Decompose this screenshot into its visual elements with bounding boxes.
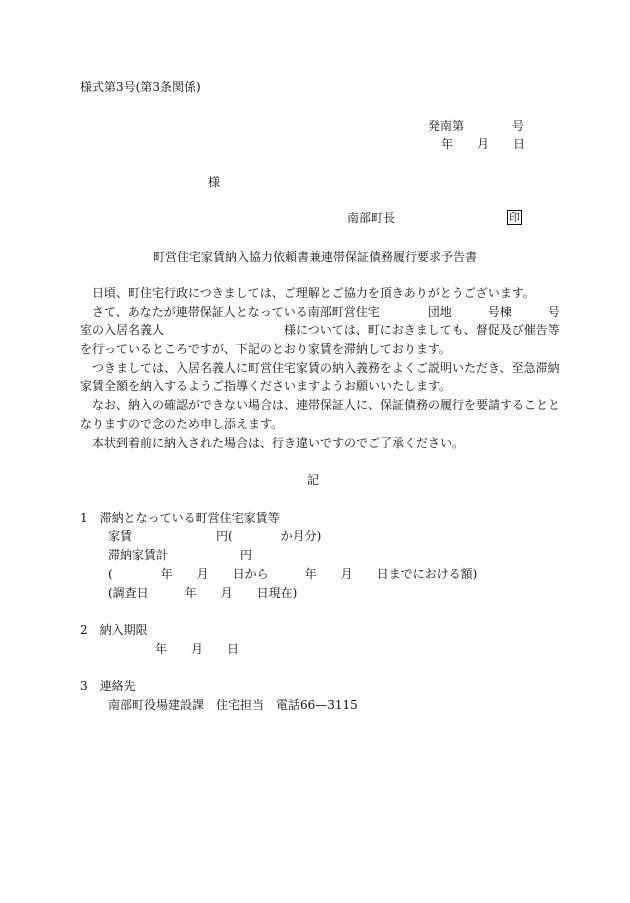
seal-glyph: 印 xyxy=(509,211,520,224)
addressee-suffix: 様 xyxy=(208,175,221,189)
section-1-heading: 1 滞納となっている町営住宅家賃等 xyxy=(80,511,280,525)
rent-line: 家賃 円( か月分) xyxy=(108,529,322,543)
section-3-heading: 3 連絡先 xyxy=(80,679,136,693)
body-line-4: を行っているところですが、下記のとおり家賃を滞納しております。 xyxy=(80,342,451,356)
issue-date: 年 月 日 xyxy=(441,137,526,151)
section-2-heading: 2 納入期限 xyxy=(80,623,148,637)
body-line-6: 家賃全額を納入するようご指導くださいますようお願いいたします。 xyxy=(80,379,452,393)
survey-date-line: (調査日 年 月 日現在) xyxy=(108,586,298,600)
sender-name: 南部町長 xyxy=(347,211,396,225)
document-number: 発南第 号 xyxy=(428,119,525,133)
body-line-3: 室の入居名義人 様については、町におきましても、督促及び催告等 xyxy=(80,323,560,337)
body-line-5: つきましては、入居名義人に町営住宅家賃の納入義務をよくご説明いただき、至急滞納 xyxy=(92,361,560,375)
contact-info: 南部町役場建設課 住宅担当 電話66—3115 xyxy=(108,698,358,712)
arrears-period-line: ( 年 月 日から 年 月 日までにおける額) xyxy=(108,567,478,581)
ki-heading: 記 xyxy=(307,473,320,487)
body-line-1: 日頃、町住宅行政につきましては、ご理解とご協力を頂きありがとうございます。 xyxy=(92,286,535,300)
body-line-7: なお、納入の確認ができない場合は、連帯保証人に、保証債務の履行を要請することと xyxy=(92,398,561,412)
document-title: 町営住宅家賃納入協力依頼書兼連帯保証債務履行要求予告書 xyxy=(153,250,478,264)
seal-mark xyxy=(507,210,522,225)
body-line-9: 本状到着前に納入された場合は、行き違いですのでご了承ください。 xyxy=(92,436,465,450)
form-number: 様式第3号(第3条関係) xyxy=(80,80,201,94)
total-arrears-line: 滞納家賃計 円 xyxy=(108,548,253,562)
body-line-2: さて、あなたが連帯保証人となっている南部町営住宅 団地 号棟 号 xyxy=(92,305,560,319)
payment-deadline: 年 月 日 xyxy=(155,642,240,656)
body-line-8: なりますので念のため申し添えます。 xyxy=(80,417,284,431)
